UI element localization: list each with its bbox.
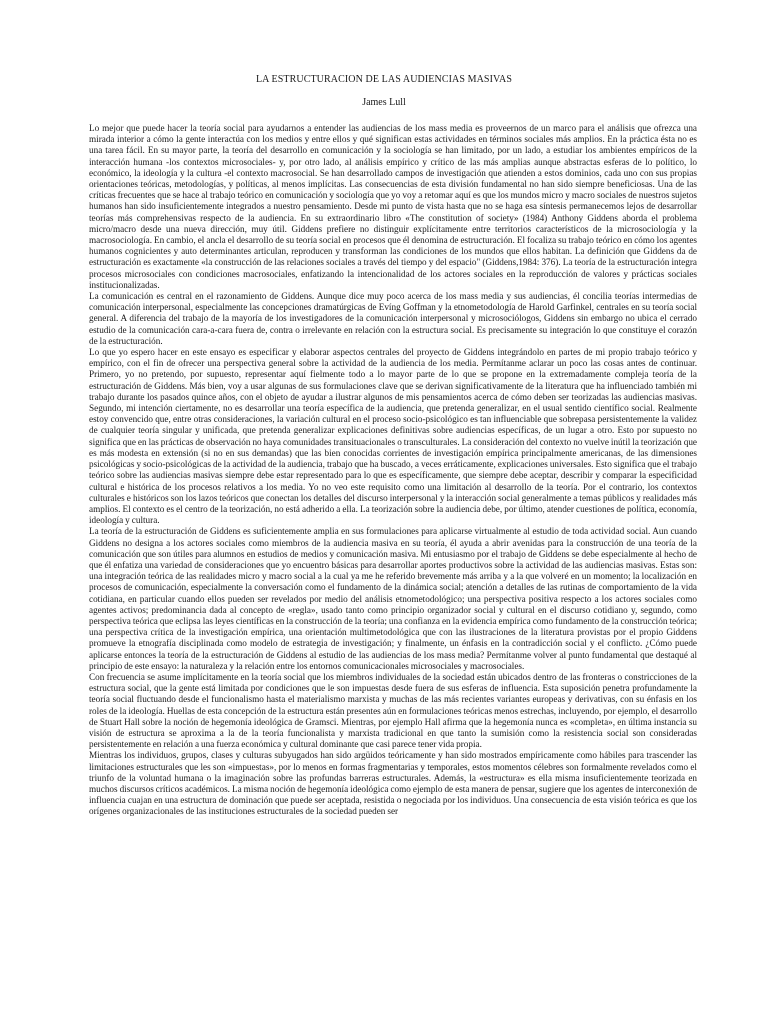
paragraph: Lo que yo espero hacer en este ensayo es especificar y elaborar aspectos centrales del proyecto de Giddens integrándolo en partes de mi propio trabajo teórico y empírico, con el fin de ofrecer una perspectiva general sobre la actividad de la audiencia de los media. Permítanme aclarar un poco las cosas antes de continuar. Primero, yo no pretendo, por supuesto, representar aquí fielmente todo a lo mayor parte de lo que se propone en la extremadamente compleja teoría de la estructuración de Giddens. Más bien, voy a usar algunas de sus formulaciones clave que se derivan significativamente de la literatura que ha influenciado también mi trabajo durante los pasados quince años, con el objeto de ayudar a ilustrar algunos de mis pensamientos acerca de cómo deben ser teorizadas las audiencias masivas. Segundo, mi intención ciertamente, no es desarrollar una teoría específica de la audiencia, que pretenda generalizar, en el usual sentido científico social. Realmente estoy convencido que, entre otras consideraciones, la variación cultural en el proceso socio-psicológico es tan influenciable que sobrepasa persistentemente la validez de cualquier teoría singular y unificada, que pretenda generalizar explicaciones definitivas sobre audiencias específicas, de un lugar a otro. Esto por supuesto no significa que en las prácticas de observación no haya comunidades transituacionales o transculturales. La consideración del contexto no vuelve inútil la teorización que es más modesta en extensión (si no en sus demandas) que las bien conocidas corrientes de investigación empírica principalmente americanas, de las dimensiones psicológicas y socio-psicológicas de la actividad de la audiencia, trabajo que ha buscado, a veces erráticamente, explicaciones universales. Esto significa que el trabajo teórico sobre las audiencias masivas siempre debe estar representado para lo que es específicamente, que siempre debe aceptar, describir y comparar la especificidad cultural e histórica de los procesos relativos a los media. Yo no veo este requisito como una limitación al desarrollo de la teoría. Por el contrario, los contextos culturales e históricos son los lazos teóricos que conectan los detalles del discurso interpersonal y la interacción social generalmente a temas públicos y realidades más amplios. El contexto es el centro de la teorización, no está adherido a ella. La teorización sobre la audiencia debe, por último, atender cuestiones de política, economía, ideología y cultura. (89, 347, 697, 526)
paragraph: Con frecuencia se asume implícitamente en la teoría social que los miembros individuales de la sociedad están ubicados dentro de las fronteras o constricciones de la estructura social, que la gente está limitada por condiciones que le son impuestas desde fuera de sus esferas de influencia. Esta suposición penetra profundamente la teoría social fluctuando desde el funcionalismo hasta el materialismo marxista y muchas de las más recientes variantes europeas y derivativas, con su énfasis en los roles de la ideología. Huellas de esta concepción de la estructura están presentes aún en formulaciones teóricas menos estrechas, incluyendo, por ejemplo, el desarrollo de Stuart Hall sobre la noción de hegemonía ideológica de Gramsci. Mientras, por ejemplo Hall afirma que la hegemonía nunca es «completa», en última instancia su visión de estructura se aproxima a la de la teoría funcionalista y marxista tradicional en que tanto la sumisión como la resistencia social son consideradas persistentemente en relación a una fuerza económica y cultural dominante que casi parece tener vida propia. (89, 671, 697, 750)
paragraph: La teoría de la estructuración de Giddens es suficientemente amplia en sus formulaciones para aplicarse virtualmente al estudio de toda actividad social. Aun cuando Giddens no designa a los actores sociales como miembros de la audiencia masiva en su teoría, él ayuda a abrir avenidas para la construcción de una teoría de la comunicación que son útiles para alumnos en estudios de medios y comunicación masiva. Mi entusiasmo por el trabajo de Giddens se debe especialmente al hecho de que él enfatiza una variedad de consideraciones que yo encuentro básicas para desarrollar aportes productivos sobre la actividad de las audiencias masivas. Estas son: una integración teórica de las realidades micro y macro social a la cual ya me he referido brevemente más arriba y a la que volveré en un momento; la localización en procesos de comunicación, especialmente la conversación como el fundamento de la dinámica social; atención a detalles de las rutinas de comportamiento de la vida cotidiana, en particular cuando ellos pueden ser revelados por medio del análisis etnometodológico; una perspectiva positiva respecto a los actores sociales como agentes activos; predominancia dada al concepto de «regla», usado tanto como principio organizador social y cultural en el discurso cotidiano y, segundo, como perspectiva teórica que eclipsa las leyes científicas en la construcción de la teoría; una confianza en la evidencia empírica como fundamento de la construcción teórica; una perspectiva crítica de la investigación empírica, una orientación multimetodológica que con las ilustraciones de la literatura provistas por el propio Giddens promueve la etnografía disciplinada como modelo de estrategia de investigación; y finalmente, un énfasis en la contradicción social y el conflicto. ¿Cómo puede aplicarse entonces la teoría de la estructuración de Giddens al estudio de las audiencias de los mass media? Permítanme volver al punto fundamental que destaqué al principio de este ensayo: la naturaleza y la relación entre los entornos comunicacionales microsociales y macrosociales. (89, 526, 697, 671)
document-author: James Lull (362, 97, 406, 108)
document-title: LA ESTRUCTURACION DE LAS AUDIENCIAS MASIVAS (255, 74, 513, 85)
document-body (89, 123, 697, 818)
paragraph: Mientras los individuos, grupos, clases y culturas subyugados han sido argüidos teóricamente y han sido mostrados empíricamente como hábiles para trascender las limitaciones estructurales que les son «impuestas», por lo menos en formas fragmentarias y temporales, estos momentos célebres son formalmente revelados como el triunfo de la voluntad humana o la imaginación sobre las profundas barreras estructurales. Además, la «estructura» es ella misma insuficientemente teorizada en muchos discursos críticos académicos. La misma noción de hegemonía ideológica como ejemplo de esta manera de pensar, sugiere que los agentes de interconexión de influencia cuajan en una estructura de dominación que puede ser aceptada, resistida o negociada por los individuos. Una consecuencia de esta visión teórica es que los orígenes organizacionales de las instituciones estructurales de la sociedad pueden ser (89, 750, 697, 817)
paragraph: La comunicación es central en el razonamiento de Giddens. Aunque dice muy poco acerca de los mass media y sus audiencias, él concilia teorías intermedias de comunicación interpersonal, especialmente las concepciones dramatúrgicas de Evíng Goffman y la etnometodología de Harold Garfinkel, centrales en su teoría social general. A diferencia del trabajo de la mayoría de los investigadores de la comunicación interpersonal y microsociólogos, Giddens sin embargo no ubica el cerrado estudio de la comunicación cara-a-cara fuera de, contra o irrelevante en relación con la estructura social. Es precisamente su integración lo que constituye el corazón de la estructuración. (89, 291, 697, 346)
paragraph: Lo mejor que puede hacer la teoría social para ayudarnos a entender las audiencias de los mass media es proveernos de un marco para el análisis que ofrezca una mirada interior a cómo la gente interactúa con los medios y entre ellos y qué significan estas actividades en términos sociales más amplios. En la práctica ésta no es una tarea fácil. En su mayor parte, la teoría del desarrollo en comunicación y la sociología se han limitado, por un lado, a estudiar los ambientes empíricos de la interacción humana -los contextos microsociales- y, por otro lado, al análisis empírico y crítico de las más amplias aunque abstractas esferas de lo político, lo económico, la ideología y la cultura -el contexto macrosocial. Se han desarrollado campos de investigación que atienden a estos dominios, cada uno con sus propias orientaciones teóricas, metodologías, y políticas, al menos implícitas. Las consecuencias de esta división fundamental no han sido siempre beneficiosas. Una de las críticas frecuentes que se hace al trabajo teórico en comunicación y sociología que yo voy a retomar aquí es que los mundos micro y macro sociales de nuestros sujetos humanos han sido insuficientemente integrados a nuestro pensamiento. Desde mi punto de vista hasta que no se haga esa síntesis permanecemos lejos de desarrollar teorías más comprehensivas respecto de la audiencia. En su extraordinario libro «The constitution of society» (1984) Anthony Giddens aborda el problema micro/macro desde una nueva dirección, muy útil. Giddens prefiere no distinguir explícitamente entre territorios característicos de la microsociología y la macrosociología. En cambio, el ancla el desarrollo de su teoría social en procesos que él denomina de estructuración. El focaliza su trabajo teórico en cómo los agentes humanos cognicientes y auto determinantes articulan, reproducen y transforman las condiciones de los mundos que ellos habitan. La definición que Giddens da de estructuración es exactamente «la construcción de las relaciones sociales a través del tiempo y del espacio" (Giddens,1984: 376). La teoría de la estructuración integra procesos microsociales con condiciones macrosociales, enfatizando la intencionalidad de los actores sociales en la reproducción de valores y prácticas sociales institucionalizadas. (89, 123, 697, 290)
